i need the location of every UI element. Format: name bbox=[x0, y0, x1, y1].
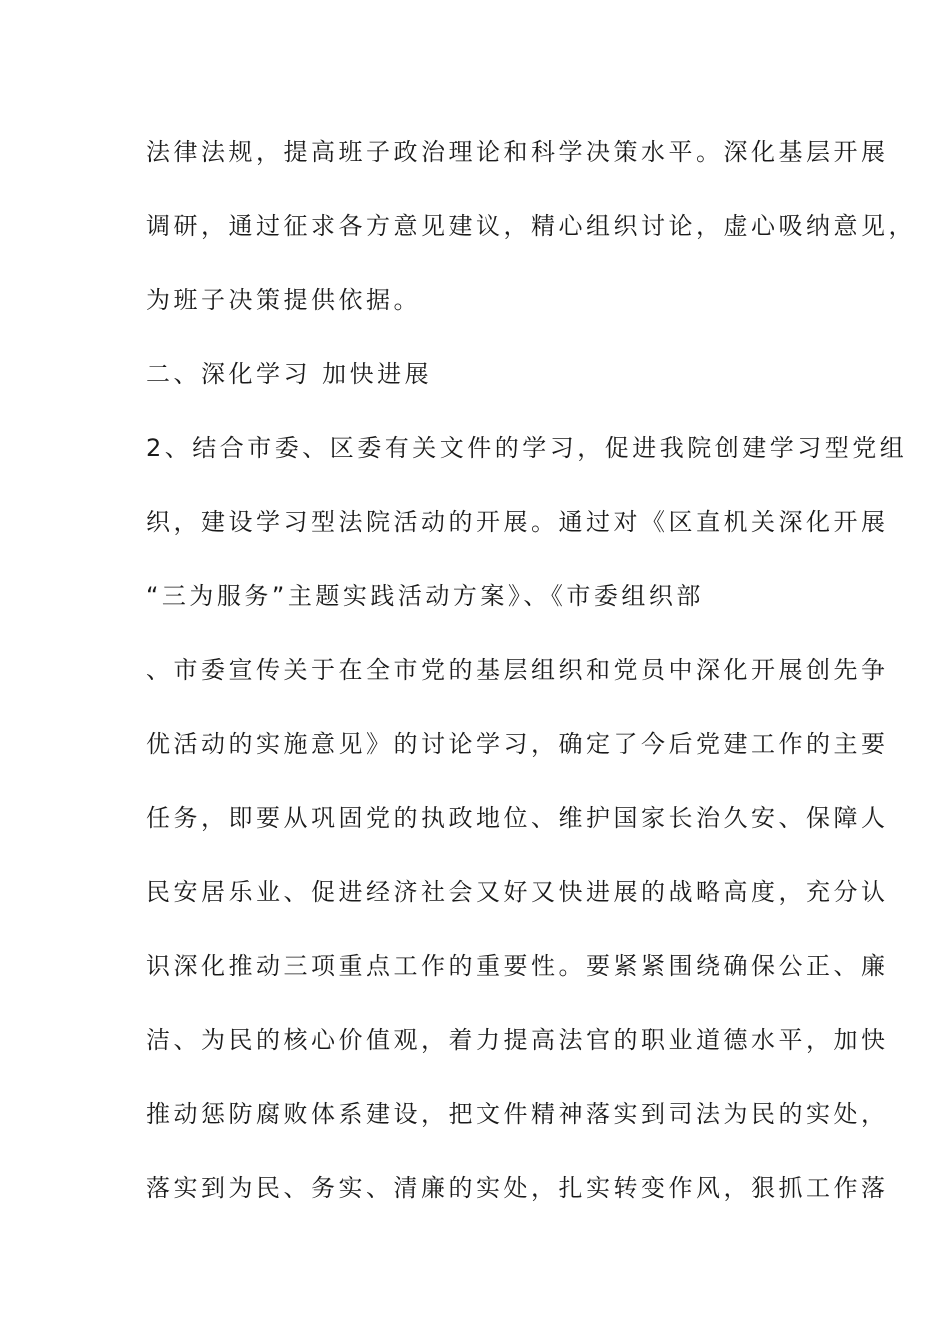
paragraph-line: 优活动的实施意见》的讨论学习，确定了今后党建工作的主要 bbox=[146, 730, 889, 758]
paragraph-line: 法律法规，提高班子政治理论和科学决策水平。深化基层开展 bbox=[146, 138, 889, 166]
paragraph-line: 织，建设学习型法院活动的开展。通过对《区直机关深化开展 bbox=[146, 508, 889, 536]
paragraph-line: “三为服务”主题实践活动方案》、《市委组织部 bbox=[146, 582, 704, 610]
paragraph-line: 、市委宣传关于在全市党的基层组织和党员中深化开展创先争 bbox=[146, 656, 889, 684]
paragraph-line: 调研，通过征求各方意见建议，精心组织讨论，虚心吸纳意见， bbox=[146, 212, 916, 240]
paragraph-line: 2、结合市委、区委有关文件的学习，促进我院创建学习型党组 bbox=[146, 434, 908, 462]
paragraph-line: 洁、为民的核心价值观，着力提高法官的职业道德水平，加快 bbox=[146, 1026, 889, 1054]
paragraph-line: 推动惩防腐败体系建设，把文件精神落实到司法为民的实处， bbox=[146, 1100, 889, 1128]
paragraph-line: 民安居乐业、促进经济社会又好又快进展的战略高度，充分认 bbox=[146, 878, 889, 906]
paragraph-line: 落实到为民、务实、清廉的实处，扎实转变作风，狠抓工作落 bbox=[146, 1174, 889, 1202]
paragraph-line: 识深化推动三项重点工作的重要性。要紧紧围绕确保公正、廉 bbox=[146, 952, 889, 980]
paragraph-line: 任务，即要从巩固党的执政地位、维护国家长治久安、保障人 bbox=[146, 804, 889, 832]
paragraph-line: 为班子决策提供依据。 bbox=[146, 286, 421, 314]
section-heading: 二、深化学习 加快进展 bbox=[146, 360, 433, 388]
